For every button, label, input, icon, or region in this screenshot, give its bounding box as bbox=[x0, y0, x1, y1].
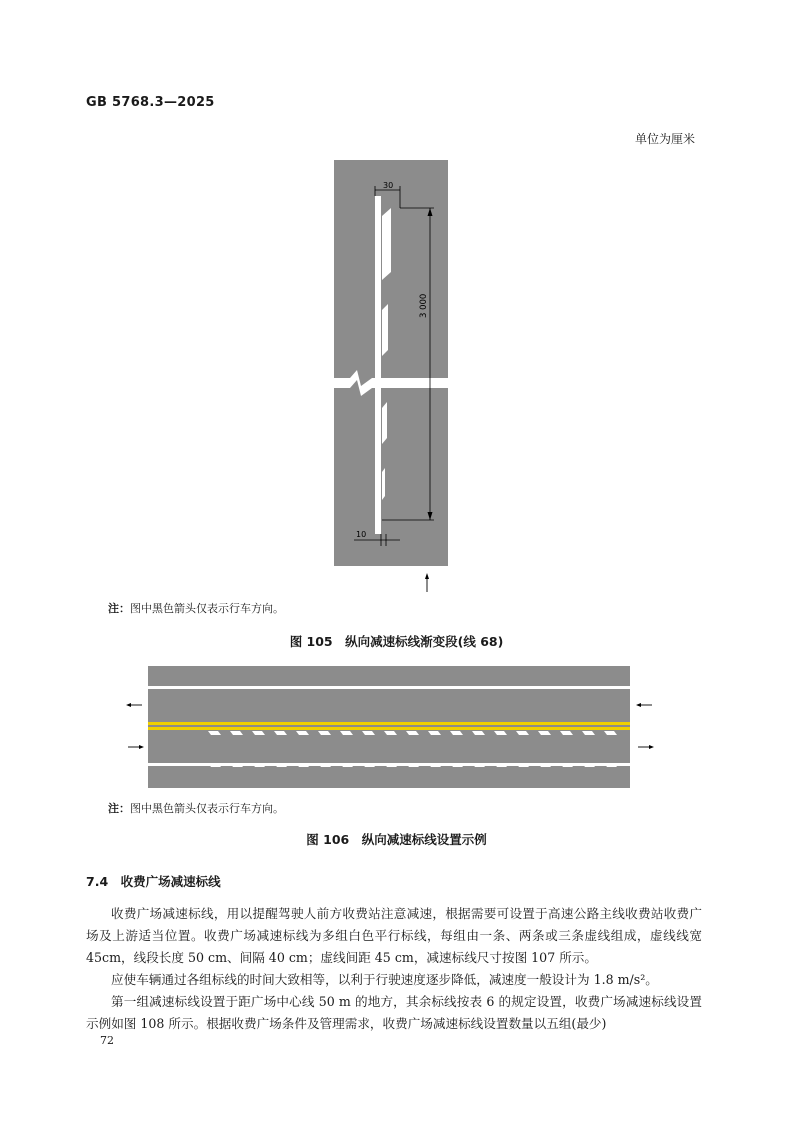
decel-dash bbox=[382, 402, 387, 444]
figure-105-diagram bbox=[320, 150, 460, 600]
note-label: 注： bbox=[108, 602, 130, 615]
page-number: 72 bbox=[100, 1034, 114, 1047]
paragraph: 应使车辆通过各组标线的时间大致相等，以利于行驶速度逐步降低，减速度一般设计为 1.8 m/s²。 bbox=[111, 972, 658, 987]
note-label: 注： bbox=[108, 802, 130, 815]
dim-top-label: 30 bbox=[383, 181, 394, 190]
decel-dash bbox=[382, 304, 388, 356]
decel-dash bbox=[382, 208, 391, 280]
edge-line-upper bbox=[375, 196, 381, 378]
section-heading: 7.4 收费广场减速标线 bbox=[86, 874, 221, 889]
paragraph: 收费广场减速标线，用以提醒驾驶人前方收费站注意减速，根据需要可设置于高速公路主线收费站收费广场及上游适当位置。收费广场减速标线为多组白色平行标线，每组由一条、两条或三条虚线组成，虚线线宽 45cm，线段长度 50 cm、间隔 40 cm；虚线间距 45 cm，减速标线尺寸按图 107 所示。 bbox=[86, 906, 702, 965]
figure-106-diagram bbox=[120, 666, 660, 792]
note-text: 图中黑色箭头仅表示行车方向。 bbox=[130, 802, 284, 815]
figure-105-caption: 图 105 纵向减速标线渐变段(线 68) bbox=[289, 634, 504, 649]
dim-bottom-label: 10 bbox=[356, 530, 367, 539]
paragraph: 第一组减速标线设置于距广场中心线 50 m 的地方，其余标线按表 6 的规定设置，收费广场减速标线设置示例如图 108 所示。根据收费广场条件及管理需求，收费广场减速标线设置数量以五组(最少) bbox=[86, 994, 702, 1031]
edge-line-top bbox=[148, 686, 630, 689]
figure-105-note bbox=[108, 600, 284, 616]
center-line-yellow bbox=[148, 727, 630, 730]
decel-dash bbox=[382, 468, 385, 500]
figure-106-note bbox=[108, 800, 284, 816]
dim-height-label: 3 000 bbox=[419, 293, 429, 318]
standard-number-header: GB 5768.3—2025 bbox=[86, 95, 215, 110]
edge-line-lower bbox=[375, 388, 381, 534]
center-line-yellow bbox=[148, 722, 630, 725]
unit-note: 单位为厘米 bbox=[634, 132, 695, 146]
figure-106-caption: 图 106 纵向减速标线设置示例 bbox=[306, 832, 487, 847]
note-text: 图中黑色箭头仅表示行车方向。 bbox=[130, 602, 284, 615]
